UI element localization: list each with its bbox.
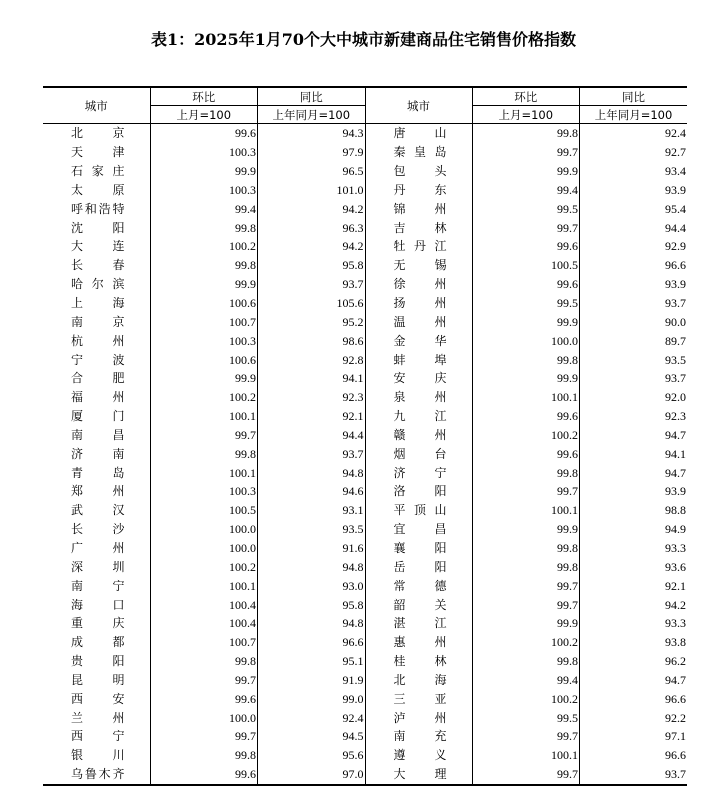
table-row bbox=[43, 218, 687, 237]
mom-value-right: 100.2 bbox=[472, 689, 580, 708]
city-name-right: 锦 州 bbox=[365, 199, 472, 218]
table-row bbox=[43, 482, 687, 501]
city-name-right: 牡丹江 bbox=[365, 237, 472, 256]
mom-value-right: 99.6 bbox=[472, 407, 580, 426]
yoy-value-right: 93.9 bbox=[580, 482, 688, 501]
yoy-value-left: 91.6 bbox=[258, 539, 366, 558]
mom-value-left: 99.8 bbox=[150, 256, 258, 275]
table-row bbox=[43, 369, 687, 388]
yoy-value-right: 93.3 bbox=[580, 539, 688, 558]
city-name-left: 银 川 bbox=[71, 748, 125, 763]
mom-value-right: 99.8 bbox=[472, 557, 580, 576]
mom-value-left: 99.8 bbox=[150, 444, 258, 463]
city-name-left: 郑 州 bbox=[71, 484, 125, 499]
yoy-value-left: 94.2 bbox=[258, 199, 366, 218]
header-yoy-base-right: 上年同月=100 bbox=[580, 106, 688, 124]
table-row bbox=[43, 124, 687, 143]
yoy-value-right: 93.9 bbox=[580, 275, 688, 294]
yoy-value-left: 95.2 bbox=[258, 312, 366, 331]
table-row bbox=[43, 199, 687, 218]
table-row bbox=[43, 614, 687, 633]
mom-value-right: 99.6 bbox=[472, 275, 580, 294]
mom-value-left: 100.3 bbox=[150, 482, 258, 501]
table-row bbox=[43, 275, 687, 294]
yoy-value-left: 94.4 bbox=[258, 426, 366, 445]
mom-value-left: 100.4 bbox=[150, 595, 258, 614]
yoy-value-right: 92.1 bbox=[580, 576, 688, 595]
mom-value-left: 100.6 bbox=[150, 294, 258, 313]
table-row bbox=[43, 312, 687, 331]
city-name-left: 南 昌 bbox=[71, 427, 125, 442]
table-row bbox=[43, 331, 687, 350]
city-name-right: 蚌 埠 bbox=[365, 350, 472, 369]
yoy-value-left: 94.8 bbox=[258, 614, 366, 633]
mom-value-left: 100.4 bbox=[150, 614, 258, 633]
mom-value-left: 100.3 bbox=[150, 143, 258, 162]
table-row bbox=[43, 576, 687, 595]
table-row bbox=[43, 708, 687, 727]
table-row bbox=[43, 652, 687, 671]
mom-value-right: 99.5 bbox=[472, 294, 580, 313]
city-name-right: 烟 台 bbox=[365, 444, 472, 463]
mom-value-right: 99.7 bbox=[472, 482, 580, 501]
yoy-value-left: 94.1 bbox=[258, 369, 366, 388]
yoy-value-right: 93.5 bbox=[580, 350, 688, 369]
header-mom-right: 环比 bbox=[472, 87, 580, 106]
city-name-right: 湛 江 bbox=[365, 614, 472, 633]
yoy-value-right: 93.7 bbox=[580, 765, 688, 785]
yoy-value-right: 94.9 bbox=[580, 520, 688, 539]
mom-value-right: 100.1 bbox=[472, 388, 580, 407]
city-name-right: 襄 阳 bbox=[365, 539, 472, 558]
mom-value-right: 99.8 bbox=[472, 463, 580, 482]
yoy-value-right: 93.7 bbox=[580, 369, 688, 388]
header-city-left: 城市 bbox=[43, 87, 150, 124]
header-mom-base-right: 上月=100 bbox=[472, 106, 580, 124]
mom-value-right: 99.4 bbox=[472, 181, 580, 200]
mom-value-left: 100.2 bbox=[150, 557, 258, 576]
city-name-left: 长 沙 bbox=[71, 522, 125, 537]
city-name-left: 重 庆 bbox=[71, 616, 125, 631]
yoy-value-left: 92.4 bbox=[258, 708, 366, 727]
yoy-value-left: 96.6 bbox=[258, 633, 366, 652]
mom-value-left: 100.6 bbox=[150, 350, 258, 369]
yoy-value-left: 93.0 bbox=[258, 576, 366, 595]
table-row bbox=[43, 557, 687, 576]
mom-value-right: 100.1 bbox=[472, 746, 580, 765]
city-name-right: 泸 州 bbox=[365, 708, 472, 727]
yoy-value-left: 92.1 bbox=[258, 407, 366, 426]
city-name-left: 广 州 bbox=[71, 540, 125, 555]
yoy-value-left: 94.8 bbox=[258, 557, 366, 576]
table-row bbox=[43, 444, 687, 463]
city-name-right: 无 锡 bbox=[365, 256, 472, 275]
city-name-left: 南 京 bbox=[71, 314, 125, 329]
mom-value-left: 100.7 bbox=[150, 312, 258, 331]
mom-value-right: 99.5 bbox=[472, 708, 580, 727]
city-name-left: 沈 阳 bbox=[71, 220, 125, 235]
yoy-value-left: 92.3 bbox=[258, 388, 366, 407]
mom-value-left: 99.8 bbox=[150, 746, 258, 765]
city-name-left: 深 圳 bbox=[71, 559, 125, 574]
table-row bbox=[43, 765, 687, 785]
yoy-value-right: 92.9 bbox=[580, 237, 688, 256]
table-header bbox=[43, 87, 687, 124]
yoy-value-right: 96.6 bbox=[580, 256, 688, 275]
city-name-right: 扬 州 bbox=[365, 294, 472, 313]
city-name-right: 三 亚 bbox=[365, 689, 472, 708]
city-name-right: 岳 阳 bbox=[365, 557, 472, 576]
city-name-left: 青 岛 bbox=[71, 465, 125, 480]
city-name-left: 成 都 bbox=[71, 635, 125, 650]
mom-value-right: 99.6 bbox=[472, 237, 580, 256]
table-row bbox=[43, 388, 687, 407]
city-name-right: 金 华 bbox=[365, 331, 472, 350]
yoy-value-left: 94.5 bbox=[258, 727, 366, 746]
mom-value-right: 99.7 bbox=[472, 143, 580, 162]
mom-value-right: 99.7 bbox=[472, 595, 580, 614]
mom-value-right: 99.7 bbox=[472, 727, 580, 746]
city-name-right: 济 宁 bbox=[365, 463, 472, 482]
yoy-value-left: 96.3 bbox=[258, 218, 366, 237]
city-name-right: 温 州 bbox=[365, 312, 472, 331]
mom-value-right: 99.8 bbox=[472, 539, 580, 558]
yoy-value-right: 94.7 bbox=[580, 426, 688, 445]
table-row bbox=[43, 143, 687, 162]
mom-value-left: 99.6 bbox=[150, 765, 258, 785]
yoy-value-right: 93.3 bbox=[580, 614, 688, 633]
mom-value-left: 99.6 bbox=[150, 124, 258, 143]
mom-value-right: 99.7 bbox=[472, 576, 580, 595]
city-name-right: 惠 州 bbox=[365, 633, 472, 652]
city-name-right: 韶 关 bbox=[365, 595, 472, 614]
mom-value-right: 99.7 bbox=[472, 218, 580, 237]
city-name-left: 西 安 bbox=[71, 691, 125, 706]
mom-value-left: 100.2 bbox=[150, 388, 258, 407]
mom-value-left: 99.9 bbox=[150, 275, 258, 294]
yoy-value-left: 97.0 bbox=[258, 765, 366, 785]
mom-value-right: 99.9 bbox=[472, 312, 580, 331]
table-row bbox=[43, 256, 687, 275]
mom-value-right: 99.4 bbox=[472, 670, 580, 689]
table-row bbox=[43, 727, 687, 746]
mom-value-left: 99.9 bbox=[150, 369, 258, 388]
price-index-table bbox=[43, 86, 687, 786]
yoy-value-right: 94.1 bbox=[580, 444, 688, 463]
mom-value-right: 99.9 bbox=[472, 614, 580, 633]
table-row bbox=[43, 501, 687, 520]
table-row bbox=[43, 463, 687, 482]
yoy-value-right: 96.2 bbox=[580, 652, 688, 671]
table-row bbox=[43, 237, 687, 256]
header-mom-left: 环比 bbox=[150, 87, 258, 106]
table-title: 表1：2025年1月70个大中城市新建商品住宅销售价格指数 bbox=[150, 30, 577, 49]
yoy-value-right: 92.4 bbox=[580, 124, 688, 143]
yoy-value-right: 94.4 bbox=[580, 218, 688, 237]
city-name-right: 唐 山 bbox=[365, 124, 472, 143]
mom-value-right: 99.9 bbox=[472, 369, 580, 388]
yoy-value-right: 92.3 bbox=[580, 407, 688, 426]
yoy-value-right: 93.7 bbox=[580, 294, 688, 313]
table-row bbox=[43, 407, 687, 426]
city-name-right: 常 德 bbox=[365, 576, 472, 595]
mom-value-right: 100.2 bbox=[472, 633, 580, 652]
mom-value-left: 100.0 bbox=[150, 708, 258, 727]
yoy-value-right: 95.4 bbox=[580, 199, 688, 218]
city-name-left: 上 海 bbox=[71, 296, 125, 311]
mom-value-right: 99.8 bbox=[472, 124, 580, 143]
header-city-right: 城市 bbox=[365, 87, 472, 124]
yoy-value-left: 95.6 bbox=[258, 746, 366, 765]
mom-value-left: 99.8 bbox=[150, 652, 258, 671]
yoy-value-right: 93.6 bbox=[580, 557, 688, 576]
yoy-value-left: 105.6 bbox=[258, 294, 366, 313]
table-row bbox=[43, 689, 687, 708]
city-name-left: 宁 波 bbox=[71, 352, 125, 367]
mom-value-right: 99.9 bbox=[472, 162, 580, 181]
city-name-right: 大 理 bbox=[365, 765, 472, 785]
city-name-left: 海 口 bbox=[71, 597, 125, 612]
mom-value-left: 99.8 bbox=[150, 218, 258, 237]
city-name-left: 厦 门 bbox=[71, 409, 125, 424]
yoy-value-left: 92.8 bbox=[258, 350, 366, 369]
yoy-value-right: 92.2 bbox=[580, 708, 688, 727]
table-row bbox=[43, 181, 687, 200]
city-name-right: 九 江 bbox=[365, 407, 472, 426]
city-name-left: 昆 明 bbox=[71, 672, 125, 687]
yoy-value-left: 93.7 bbox=[258, 444, 366, 463]
mom-value-right: 99.7 bbox=[472, 765, 580, 785]
mom-value-left: 99.4 bbox=[150, 199, 258, 218]
city-name-right: 赣 州 bbox=[365, 426, 472, 445]
city-name-right: 宜 昌 bbox=[365, 520, 472, 539]
city-name-left: 长 春 bbox=[71, 258, 125, 273]
city-name-left: 兰 州 bbox=[71, 710, 125, 725]
yoy-value-left: 94.8 bbox=[258, 463, 366, 482]
table-body bbox=[43, 124, 687, 785]
mom-value-left: 100.3 bbox=[150, 331, 258, 350]
city-name-left: 济 南 bbox=[71, 446, 125, 461]
city-name-right: 南 充 bbox=[365, 727, 472, 746]
yoy-value-left: 96.5 bbox=[258, 162, 366, 181]
yoy-value-left: 93.7 bbox=[258, 275, 366, 294]
table-row bbox=[43, 350, 687, 369]
city-name-right: 泉 州 bbox=[365, 388, 472, 407]
mom-value-left: 100.2 bbox=[150, 237, 258, 256]
mom-value-left: 99.9 bbox=[150, 162, 258, 181]
yoy-value-right: 90.0 bbox=[580, 312, 688, 331]
mom-value-right: 100.2 bbox=[472, 426, 580, 445]
yoy-value-right: 94.2 bbox=[580, 595, 688, 614]
city-name-left: 西 宁 bbox=[71, 729, 125, 744]
city-name-right: 北 海 bbox=[365, 670, 472, 689]
table-row bbox=[43, 426, 687, 445]
mom-value-left: 100.1 bbox=[150, 407, 258, 426]
yoy-value-right: 93.8 bbox=[580, 633, 688, 652]
yoy-value-right: 97.1 bbox=[580, 727, 688, 746]
city-name-left: 呼和浩特 bbox=[71, 201, 125, 216]
mom-value-left: 99.7 bbox=[150, 670, 258, 689]
city-name-right: 洛 阳 bbox=[365, 482, 472, 501]
city-name-right: 吉 林 bbox=[365, 218, 472, 237]
city-name-right: 徐 州 bbox=[365, 275, 472, 294]
mom-value-right: 100.5 bbox=[472, 256, 580, 275]
yoy-value-right: 92.7 bbox=[580, 143, 688, 162]
yoy-value-right: 93.4 bbox=[580, 162, 688, 181]
yoy-value-left: 95.8 bbox=[258, 256, 366, 275]
city-name-right: 丹 东 bbox=[365, 181, 472, 200]
table-row bbox=[43, 746, 687, 765]
yoy-value-right: 94.7 bbox=[580, 670, 688, 689]
header-mom-base-left: 上月=100 bbox=[150, 106, 258, 124]
city-name-right: 遵 义 bbox=[365, 746, 472, 765]
city-name-left: 南 宁 bbox=[71, 578, 125, 593]
header-yoy-left: 同比 bbox=[258, 87, 366, 106]
mom-value-left: 99.7 bbox=[150, 426, 258, 445]
yoy-value-right: 92.0 bbox=[580, 388, 688, 407]
city-name-right: 桂 林 bbox=[365, 652, 472, 671]
yoy-value-right: 96.6 bbox=[580, 689, 688, 708]
mom-value-right: 99.5 bbox=[472, 199, 580, 218]
table-row bbox=[43, 670, 687, 689]
yoy-value-left: 94.3 bbox=[258, 124, 366, 143]
mom-value-right: 99.8 bbox=[472, 652, 580, 671]
yoy-value-right: 89.7 bbox=[580, 331, 688, 350]
yoy-value-left: 95.1 bbox=[258, 652, 366, 671]
city-name-left: 石家庄 bbox=[71, 164, 125, 179]
city-name-left: 大 连 bbox=[71, 239, 125, 254]
mom-value-left: 99.6 bbox=[150, 689, 258, 708]
city-name-left: 太 原 bbox=[71, 182, 125, 197]
mom-value-left: 100.7 bbox=[150, 633, 258, 652]
city-name-left: 乌鲁木齐 bbox=[43, 765, 150, 785]
yoy-value-right: 98.8 bbox=[580, 501, 688, 520]
table-row bbox=[43, 633, 687, 652]
yoy-value-left: 91.9 bbox=[258, 670, 366, 689]
mom-value-left: 100.0 bbox=[150, 539, 258, 558]
city-name-left: 福 州 bbox=[71, 390, 125, 405]
mom-value-right: 100.1 bbox=[472, 501, 580, 520]
city-name-left: 贵 阳 bbox=[71, 654, 125, 669]
table-row bbox=[43, 294, 687, 313]
city-name-left: 天 津 bbox=[71, 145, 125, 160]
mom-value-right: 99.6 bbox=[472, 444, 580, 463]
mom-value-left: 99.7 bbox=[150, 727, 258, 746]
city-name-right: 包 头 bbox=[365, 162, 472, 181]
yoy-value-left: 101.0 bbox=[258, 181, 366, 200]
yoy-value-left: 93.1 bbox=[258, 501, 366, 520]
yoy-value-left: 99.0 bbox=[258, 689, 366, 708]
yoy-value-right: 93.9 bbox=[580, 181, 688, 200]
mom-value-left: 100.1 bbox=[150, 576, 258, 595]
table-row bbox=[43, 539, 687, 558]
table-row bbox=[43, 595, 687, 614]
yoy-value-right: 96.6 bbox=[580, 746, 688, 765]
yoy-value-left: 95.8 bbox=[258, 595, 366, 614]
city-name-left: 合 肥 bbox=[71, 371, 125, 386]
mom-value-left: 100.0 bbox=[150, 520, 258, 539]
city-name-right: 秦皇岛 bbox=[365, 143, 472, 162]
mom-value-right: 99.9 bbox=[472, 520, 580, 539]
city-name-left: 杭 州 bbox=[71, 333, 125, 348]
mom-value-right: 99.8 bbox=[472, 350, 580, 369]
header-yoy-right: 同比 bbox=[580, 87, 688, 106]
mom-value-left: 100.5 bbox=[150, 501, 258, 520]
yoy-value-left: 98.6 bbox=[258, 331, 366, 350]
yoy-value-left: 94.2 bbox=[258, 237, 366, 256]
mom-value-left: 100.1 bbox=[150, 463, 258, 482]
yoy-value-left: 94.6 bbox=[258, 482, 366, 501]
yoy-value-left: 93.5 bbox=[258, 520, 366, 539]
city-name-left: 北 京 bbox=[71, 126, 125, 141]
mom-value-left: 100.3 bbox=[150, 181, 258, 200]
city-name-right: 平顶山 bbox=[365, 501, 472, 520]
table-row bbox=[43, 520, 687, 539]
city-name-right: 安 庆 bbox=[365, 369, 472, 388]
header-yoy-base-left: 上年同月=100 bbox=[258, 106, 366, 124]
city-name-left: 武 汉 bbox=[71, 503, 125, 518]
yoy-value-right: 94.7 bbox=[580, 463, 688, 482]
mom-value-right: 100.0 bbox=[472, 331, 580, 350]
yoy-value-left: 97.9 bbox=[258, 143, 366, 162]
table-row bbox=[43, 162, 687, 181]
city-name-left: 哈尔滨 bbox=[71, 277, 125, 292]
